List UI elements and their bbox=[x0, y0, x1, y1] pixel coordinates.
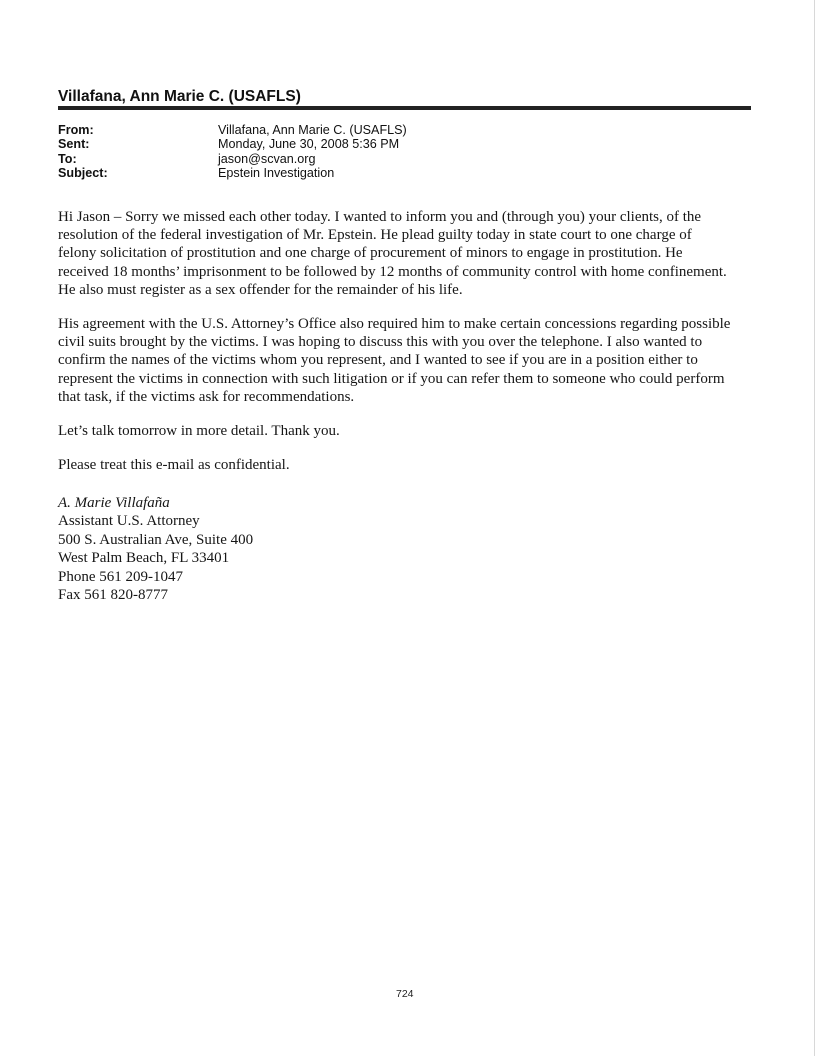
body-line: Hi Jason – Sorry we missed each other today. I wanted to inform you and (through you) your clients, of the bbox=[58, 209, 702, 225]
body-line: resolution of the federal investigation of Mr. Epstein. He plead guilty today in state court to one charge of bbox=[58, 227, 692, 244]
body-line: felony solicitation of prostitution and one charge of procurement of minors to engage in prostitution. He bbox=[58, 245, 683, 262]
signature-phone: Phone 561 209-1047 bbox=[58, 568, 183, 585]
email-body bbox=[58, 208, 758, 490]
header-row-from bbox=[58, 123, 407, 137]
body-line: confirm the names of the victims whom you represent, and I wanted to see if you are in a position either to bbox=[58, 352, 698, 369]
header-row-subject bbox=[58, 166, 407, 180]
body-paragraph-3 bbox=[58, 422, 758, 440]
signature-fax: Fax 561 820-8777 bbox=[58, 587, 168, 604]
body-paragraph-2 bbox=[58, 315, 758, 406]
sent-value: Monday, June 30, 2008 5:36 PM bbox=[218, 137, 400, 152]
body-line: civil suits brought by the victims. I was hoping to discuss this with you over the telephone. I also wanted to bbox=[58, 334, 703, 351]
title-divider bbox=[58, 106, 751, 110]
signature-name: A. Marie Villafaña bbox=[58, 495, 170, 511]
page-edge-line bbox=[814, 0, 815, 1056]
signature-address-line-2: West Palm Beach, FL 33401 bbox=[58, 550, 230, 567]
sent-label: Sent: bbox=[58, 137, 90, 152]
header-row-to bbox=[58, 152, 407, 166]
page-number: 724 bbox=[396, 988, 414, 1000]
body-line: Please treat this e-mail as confidential. bbox=[58, 457, 290, 474]
body-line: Let’s talk tomorrow in more detail. Thank you. bbox=[58, 423, 340, 440]
from-value: Villafana, Ann Marie C. (USAFLS) bbox=[218, 123, 407, 137]
body-paragraph-4 bbox=[58, 456, 758, 474]
signature-role: Assistant U.S. Attorney bbox=[58, 513, 200, 530]
body-line: received 18 months’ imprisonment to be followed by 12 months of community control with home confinement. bbox=[58, 263, 727, 280]
email-header bbox=[58, 123, 407, 181]
body-paragraph-1 bbox=[58, 208, 758, 299]
body-line: represent the victims in connection with such litigation or if you can refer them to someone who could perform bbox=[58, 370, 725, 387]
subject-value: Epstein Investigation bbox=[218, 166, 335, 181]
body-line: that task, if the victims ask for recommendations. bbox=[58, 388, 355, 405]
document-title: Villafana, Ann Marie C. (USAFLS) bbox=[58, 88, 301, 105]
body-line: His agreement with the U.S. Attorney’s Office also required him to make certain concessions regarding possible bbox=[58, 316, 731, 333]
signature-address-line-1: 500 S. Australian Ave, Suite 400 bbox=[58, 531, 254, 548]
to-value: jason@scvan.org bbox=[218, 151, 316, 166]
header-row-sent bbox=[58, 137, 407, 151]
from-label: From: bbox=[58, 123, 94, 137]
body-line: He also must register as a sex offender for the remainder of his life. bbox=[58, 281, 463, 298]
to-label: To: bbox=[58, 151, 77, 166]
email-signature bbox=[58, 494, 253, 604]
subject-label: Subject: bbox=[58, 166, 108, 181]
